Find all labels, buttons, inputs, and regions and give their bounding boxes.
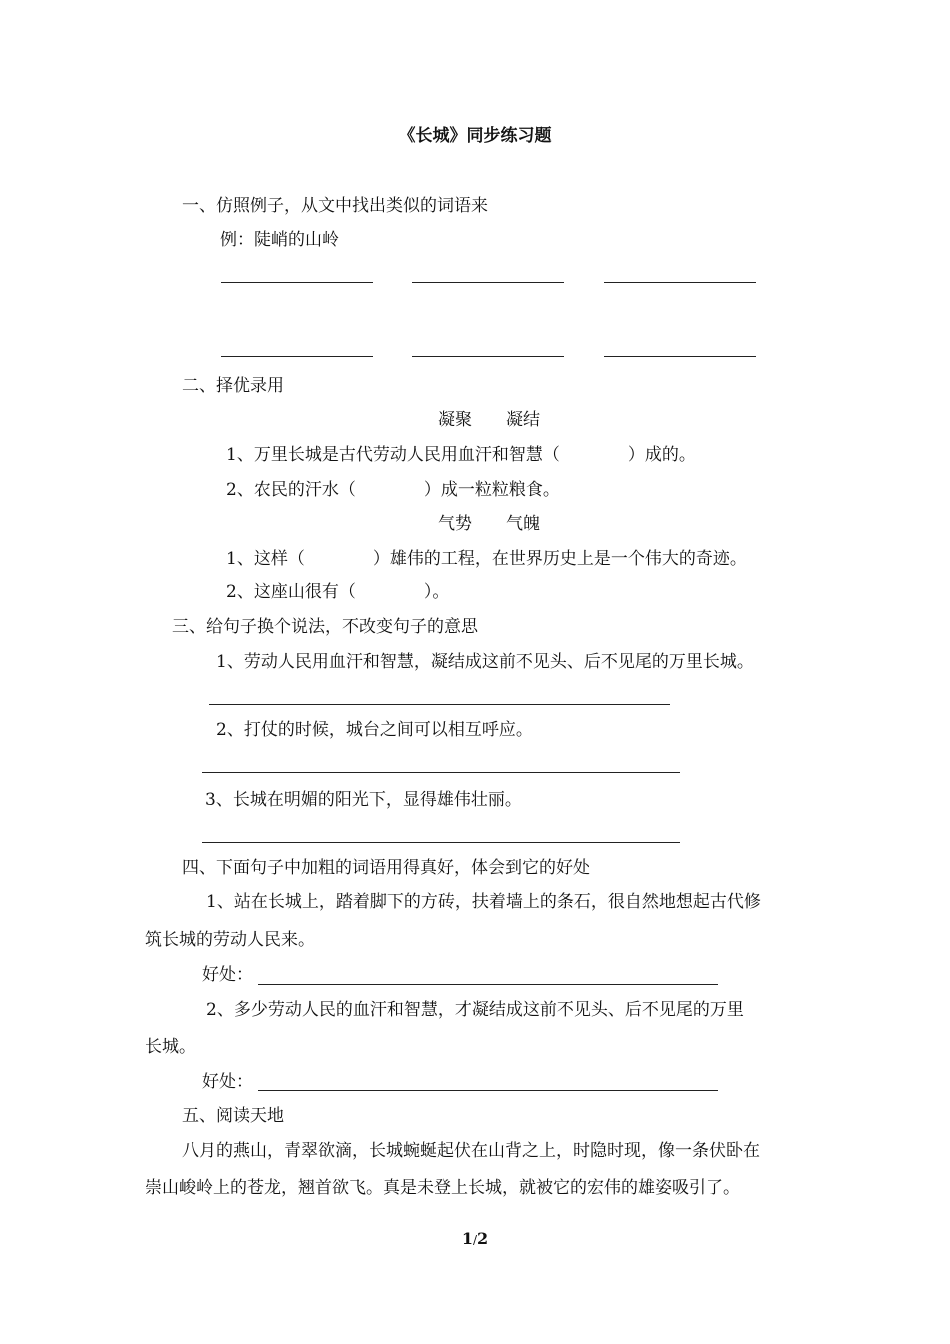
section-1-heading: 一、仿照例子，从文中找出类似的词语来 <box>182 196 488 216</box>
answer-label: 好处： <box>202 1072 253 1092</box>
section-3-heading: 三、给句子换个说法，不改变句子的意思 <box>172 617 478 637</box>
page-separator: / <box>472 1233 478 1247</box>
section-3-question-1: 1、劳动人民用血汗和智慧，凝结成这前不见头、后不见尾的万里长城。 <box>216 652 754 672</box>
section-4-question-1-continued: 筑长城的劳动人民来。 <box>145 930 315 950</box>
answer-line[interactable] <box>258 984 718 985</box>
section-2-heading: 二、择优录用 <box>182 376 284 396</box>
section-1-example: 例：陡峭的山岭 <box>220 230 339 250</box>
section-2-question-1: 1、万里长城是古代劳动人民用血汗和智慧（ ）成的。 <box>226 445 696 465</box>
answer-line[interactable] <box>221 282 373 283</box>
page-number <box>0 1228 950 1251</box>
section-4-question-1: 1、站在长城上，踏着脚下的方砖，扶着墙上的条石，很自然地想起古代修 <box>206 892 761 912</box>
section-4-heading: 四、下面句子中加粗的词语用得真好，体会到它的好处 <box>182 858 590 878</box>
answer-line[interactable] <box>221 356 373 357</box>
answer-line[interactable] <box>412 356 564 357</box>
answer-line[interactable] <box>209 704 670 705</box>
total-pages: 2 <box>477 1229 489 1248</box>
word-choice-group-1: 凝聚 凝结 <box>438 410 540 430</box>
section-4-question-2: 2、多少劳动人民的血汗和智慧，才凝结成这前不见头、后不见尾的万里 <box>206 1000 744 1020</box>
answer-line[interactable] <box>202 842 680 843</box>
reading-paragraph-line-1: 八月的燕山，青翠欲滴，长城蜿蜒起伏在山背之上，时隐时现，像一条伏卧在 <box>182 1141 760 1161</box>
current-page: 1 <box>461 1229 473 1248</box>
reading-paragraph-line-2: 崇山峻岭上的苍龙，翘首欲飞。真是未登上长城，就被它的宏伟的雄姿吸引了。 <box>145 1178 740 1198</box>
section-2-question-3: 1、这样（ ）雄伟的工程，在世界历史上是一个伟大的奇迹。 <box>226 549 747 569</box>
section-5-heading: 五、阅读天地 <box>182 1106 284 1126</box>
section-4-question-2-continued: 长城。 <box>145 1037 196 1057</box>
answer-line[interactable] <box>604 282 756 283</box>
word-choice-group-2: 气势 气魄 <box>438 514 540 534</box>
document-title: 《长城》同步练习题 <box>398 126 552 146</box>
answer-line[interactable] <box>412 282 564 283</box>
section-2-question-2: 2、农民的汗水（ ）成一粒粒粮食。 <box>226 480 560 500</box>
answer-label: 好处： <box>202 965 253 985</box>
section-3-question-3: 3、长城在明媚的阳光下，显得雄伟壮丽。 <box>205 790 522 810</box>
answer-line[interactable] <box>604 356 756 357</box>
section-3-question-2: 2、打仗的时候，城台之间可以相互呼应。 <box>216 720 533 740</box>
answer-line[interactable] <box>202 772 680 773</box>
answer-line[interactable] <box>258 1090 718 1091</box>
section-2-question-4: 2、这座山很有（ ）。 <box>226 582 450 602</box>
